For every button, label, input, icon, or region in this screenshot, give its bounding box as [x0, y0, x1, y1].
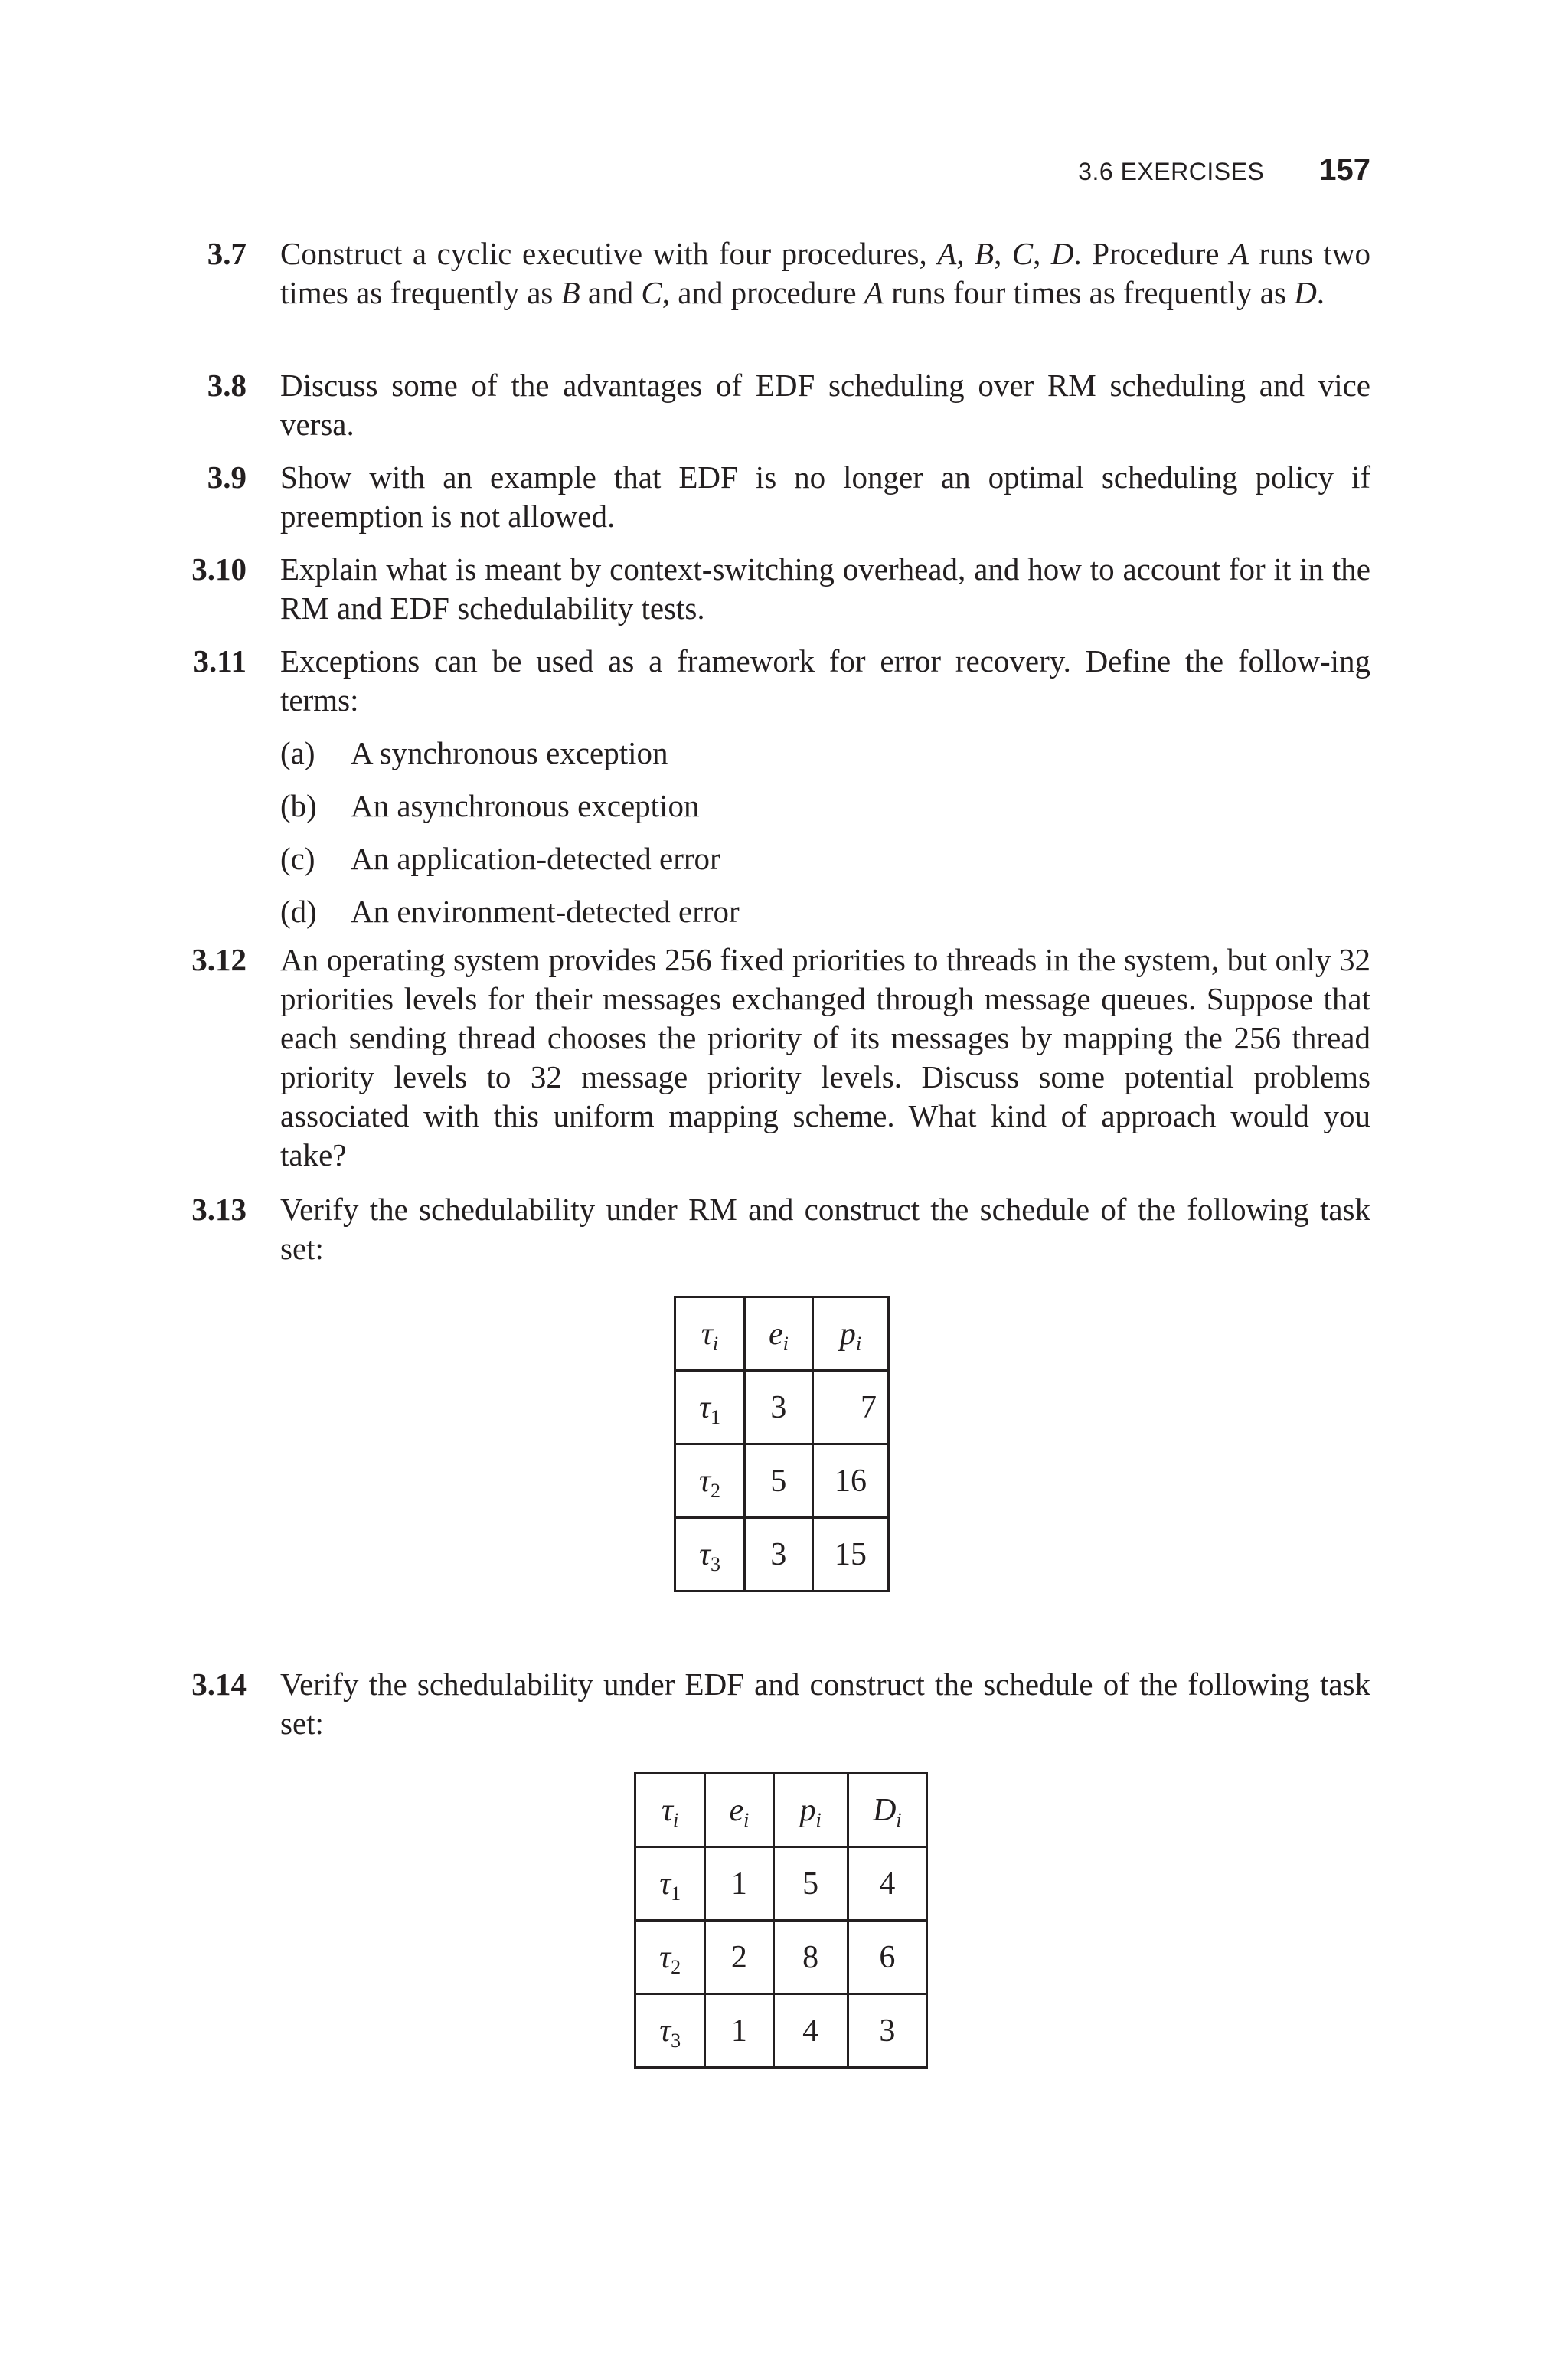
exercise-text: Show with an example that EDF is no longer an optimal scheduling policy if preemption is not allowed.: [280, 460, 1370, 534]
header-tau: $\tau_i$: [675, 1297, 745, 1371]
table-row: $\tau_1$ 1 5 4: [635, 1847, 927, 1921]
header-p: $p_i$: [773, 1774, 848, 1847]
exercise-text: Discuss some of the advantages of EDF scheduling over RM scheduling and vice versa.: [280, 368, 1370, 442]
sub-item-list: [280, 734, 1370, 931]
exercise-3-13: [181, 1190, 1370, 1268]
exercise-text: Construct a cyclic executive with four procedures, A, B, C, D. Procedure A runs two times as frequently as B and C, and procedure A runs four times as frequently as D.: [280, 236, 1371, 310]
task-table-edf: [634, 1772, 928, 2069]
exercise-3-10: [181, 550, 1370, 628]
section-title: 3.6 EXERCISES: [1078, 158, 1265, 185]
exercise-3-8: [181, 366, 1370, 444]
header-p: $p_i$: [812, 1297, 888, 1371]
list-item: (a) A synchronous exception: [280, 735, 668, 770]
exercise-3-12: [181, 940, 1370, 1175]
exercise-3-14: [181, 1665, 1370, 1743]
exercise-number: 3.9: [207, 460, 247, 495]
list-item: (b) An asynchronous exception: [280, 788, 700, 823]
exercise-number: 3.12: [191, 942, 247, 977]
exercise-3-9: [181, 458, 1370, 536]
exercise-number: 3.10: [191, 551, 247, 587]
task-table-rm: [674, 1296, 890, 1592]
header-tau: $\tau_i$: [635, 1774, 705, 1847]
page-number: 157: [1319, 153, 1370, 187]
exercise-number: 3.14: [191, 1666, 247, 1702]
list-item: (c) An application-detected error: [280, 841, 720, 876]
exercise-number: 3.8: [207, 368, 247, 403]
table-header-row: [675, 1297, 889, 1371]
header-e: $e_i$: [744, 1297, 812, 1371]
exercise-3-11: [181, 642, 1370, 931]
table-header-row: [635, 1774, 927, 1847]
table-row: $\tau_3$ 3 15: [675, 1518, 889, 1591]
exercise-number: 3.7: [207, 236, 247, 271]
header-d: $D_i$: [848, 1774, 926, 1847]
exercise-text: Exceptions can be used as a framework for error recovery. Define the follow-ing terms:: [280, 643, 1370, 718]
running-header: [1078, 153, 1370, 188]
exercise-number: 3.13: [191, 1192, 247, 1227]
header-e: $e_i$: [705, 1774, 773, 1847]
table-row: $\tau_2$ 2 8 6: [635, 1921, 927, 1994]
exercise-text: Explain what is meant by context-switching overhead, and how to account for it in the RM and EDF schedulability tests.: [280, 551, 1370, 626]
table-row: $\tau_3$ 1 4 3: [635, 1994, 927, 2068]
table-row: $\tau_2$ 5 16: [675, 1444, 889, 1518]
exercise-3-7: [181, 234, 1370, 312]
exercise-text: An operating system provides 256 fixed priorities to threads in the system, but only 32 priorities levels for their messages exchanged through message queues. Suppose that each sending thread chooses the priority of its messages by mapping the 256 thread priority levels to 32 message priority levels. Discuss some potential problems associated with this uniform mapping scheme. What kind of approach would you take?: [280, 942, 1370, 1173]
exercise-text: Verify the schedulability under RM and construct the schedule of the following task set:: [280, 1192, 1370, 1266]
list-item: (d) An environment-detected error: [280, 894, 740, 929]
exercise-number: 3.11: [193, 643, 247, 679]
exercise-text: Verify the schedulability under EDF and construct the schedule of the following task set:: [280, 1666, 1370, 1741]
table-row: $\tau_1$ 3 7: [675, 1371, 889, 1444]
